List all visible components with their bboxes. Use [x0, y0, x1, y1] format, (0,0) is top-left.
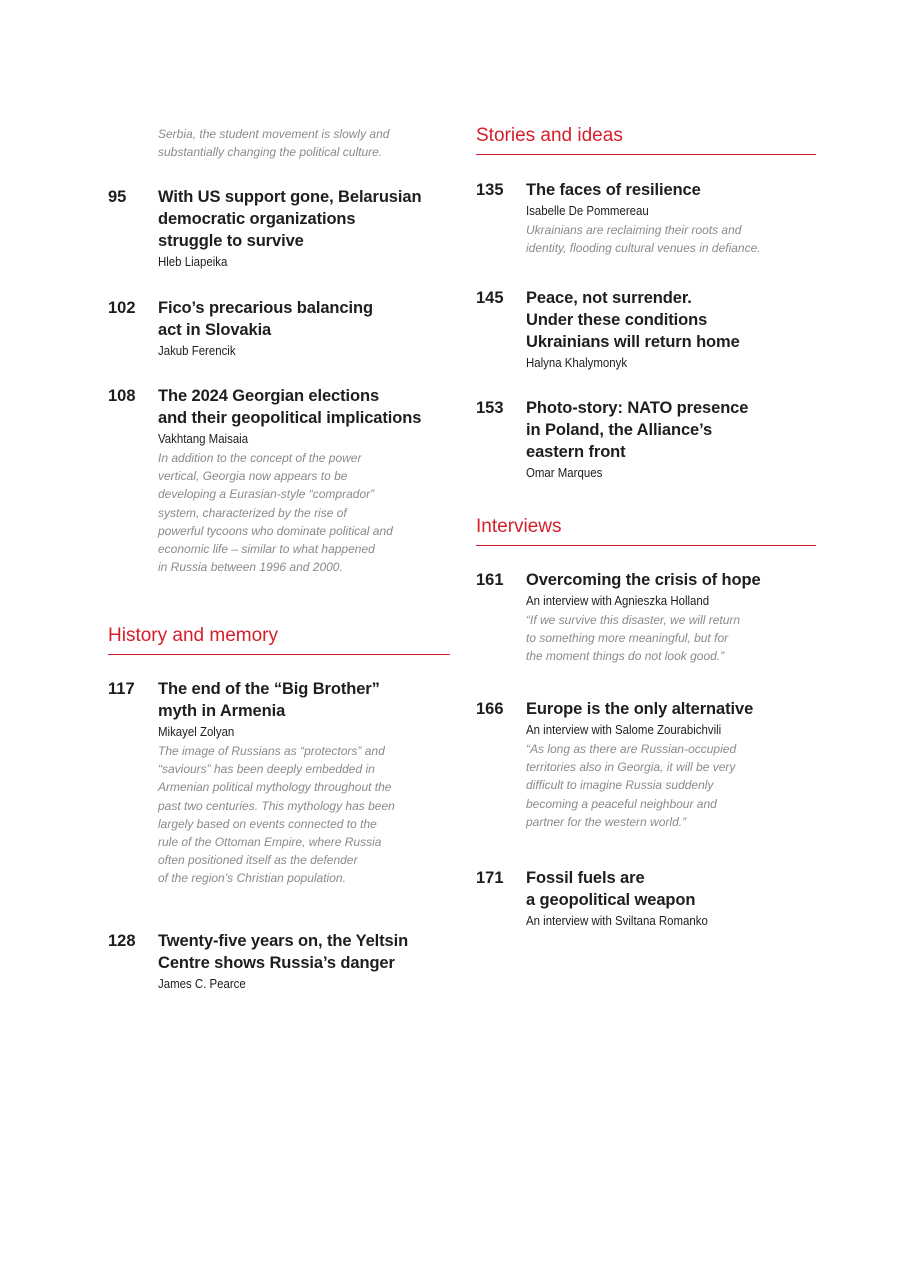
toc-entry[interactable] [476, 867, 816, 930]
article-summary: “As long as there are Russian-occupied territories also in Georgia, it will be very difficult to imagine Russia suddenly becoming a peaceful neighbour and partner for the western world.” [526, 742, 737, 829]
article-author: James C. Pearce [158, 976, 246, 991]
section-interviews [476, 515, 816, 546]
article-summary: The image of Russians as “protectors” and “saviours” has been deeply embedded in Armenian political mythology throughout the past two centuries. This mythology has been largely based on events connected to the rule of the Ottoman Empire, where Russia often positioned itself as the defender of the region’s Christian population. [158, 744, 395, 886]
toc-entry[interactable] [108, 930, 450, 993]
page-number: 117 [108, 680, 135, 698]
article-author: Halyna Khalymonyk [526, 355, 628, 370]
article-title: Overcoming the crisis of hope [526, 571, 761, 589]
section-stories-and-ideas [476, 124, 816, 155]
toc-entry[interactable] [108, 678, 450, 888]
article-title: Fico’s precarious balancing act in Slovakia [158, 299, 373, 339]
article-title: Peace, not surrender. Under these conditions Ukrainians will return home [526, 289, 740, 351]
section-divider [476, 154, 816, 155]
page-number: 128 [108, 932, 136, 950]
toc-entry[interactable] [476, 397, 816, 482]
page-number: 171 [476, 869, 504, 887]
article-title: Fossil fuels are a geopolitical weapon [526, 869, 696, 909]
section-title: History and memory [108, 625, 278, 646]
section-title: Interviews [476, 516, 562, 537]
article-author: An interview with Agnieszka Holland [526, 593, 710, 608]
article-author: Omar Marques [526, 465, 603, 480]
toc-entry[interactable] [476, 569, 816, 666]
section-history-and-memory [108, 624, 450, 655]
section-divider [108, 654, 450, 655]
toc-entry[interactable] [476, 287, 816, 372]
page-number: 95 [108, 188, 127, 206]
article-title: The 2024 Georgian elections and their geopolitical implications [158, 387, 422, 427]
section-divider [476, 545, 816, 546]
page-number: 102 [108, 299, 136, 317]
article-author: Isabelle De Pommereau [526, 203, 649, 218]
article-author: Hleb Liapeika [158, 254, 228, 269]
page-number: 108 [108, 387, 136, 405]
page-number: 145 [476, 289, 504, 307]
toc-entry[interactable] [108, 186, 450, 271]
article-title: Europe is the only alternative [526, 700, 754, 718]
article-author: Vakhtang Maisaia [158, 431, 249, 446]
section-title: Stories and ideas [476, 125, 623, 146]
article-author: Jakub Ferencik [158, 343, 236, 358]
article-summary: Ukrainians are reclaiming their roots and identity, flooding cultural venues in defiance. [526, 223, 761, 256]
article-title: Photo-story: NATO presence in Poland, the Alliance’s eastern front [526, 399, 749, 461]
article-summary: “If we survive this disaster, we will return to something more meaningful, but for the moment things do not look good.” [526, 613, 741, 664]
toc-entry[interactable] [108, 297, 450, 360]
article-title: The end of the “Big Brother” myth in Armenia [158, 680, 380, 720]
page-number: 135 [476, 181, 504, 199]
article-title: With US support gone, Belarusian democratic organizations struggle to survive [158, 188, 422, 250]
article-title: Twenty-five years on, the Yeltsin Centre shows Russia’s danger [158, 932, 409, 972]
article-summary: In addition to the concept of the power vertical, Georgia now appears to be developing a Eurasian-style “comprador” system, characterized by the rise of powerful tycoons who dominate political and economic life – similar to what happened in Russia between 1996 and 2000. [158, 451, 393, 575]
page-number: 161 [476, 571, 504, 589]
article-author: An interview with Sviltana Romanko [526, 913, 708, 928]
article-title: The faces of resilience [526, 181, 701, 199]
page-number: 153 [476, 399, 504, 417]
page-number: 166 [476, 700, 504, 718]
article-author: An interview with Salome Zourabichvili [526, 722, 722, 737]
toc-entry[interactable] [108, 385, 450, 576]
intro-summary: Serbia, the student movement is slowly and substantially changing the political culture. [158, 127, 390, 160]
toc-entry[interactable] [476, 698, 816, 831]
toc-entry[interactable] [476, 179, 816, 257]
article-author: Mikayel Zolyan [158, 724, 235, 739]
